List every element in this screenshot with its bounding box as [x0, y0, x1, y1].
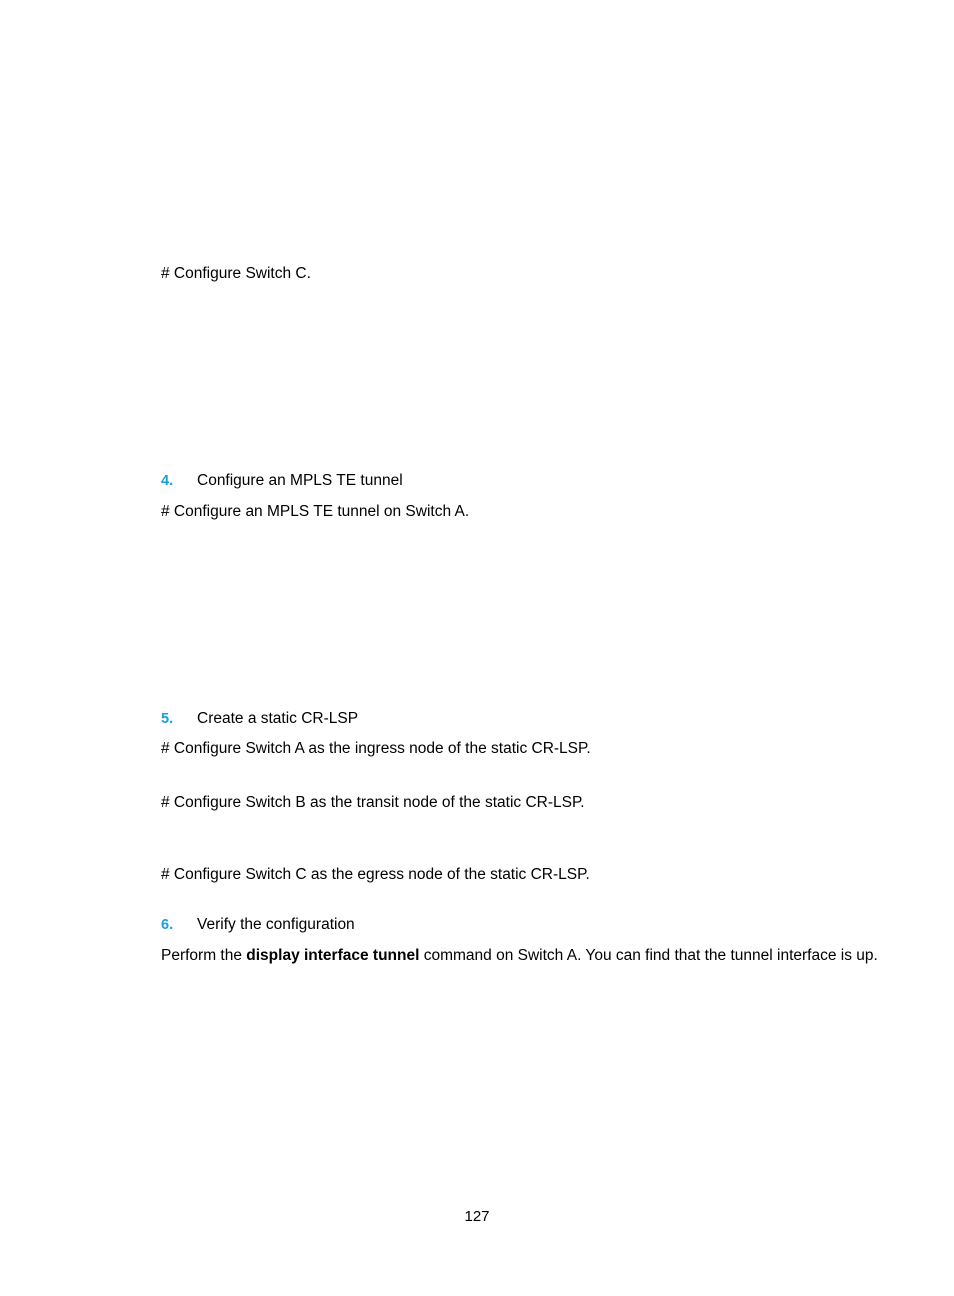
step-4-heading — [161, 471, 403, 491]
verify-paragraph — [161, 946, 878, 966]
page-number: 127 — [464, 1208, 490, 1225]
step-4-title: Configure an MPLS TE tunnel — [197, 472, 403, 489]
step-4-number: 4. — [161, 473, 174, 489]
verify-prefix: Perform the — [161, 947, 247, 964]
step-6-number: 6. — [161, 917, 174, 933]
step-5-heading — [161, 709, 358, 729]
configure-switch-c-text: # Configure Switch C. — [161, 265, 311, 282]
egress-switch-c-text: # Configure Switch C as the egress node of the static CR-LSP. — [161, 866, 590, 883]
configure-tunnel-switch-a-text: # Configure an MPLS TE tunnel on Switch A. — [161, 503, 470, 520]
step-6-heading — [161, 915, 355, 935]
transit-switch-b-text: # Configure Switch B as the transit node of the static CR-LSP. — [161, 794, 585, 811]
ingress-switch-a-text: # Configure Switch A as the ingress node of the static CR-LSP. — [161, 740, 591, 757]
verify-suffix: command on Switch A. You can find that the tunnel interface is up. — [419, 947, 878, 964]
verify-command: display interface tunnel — [246, 947, 420, 964]
step-5-number: 5. — [161, 711, 174, 727]
step-6-title: Verify the configuration — [197, 916, 355, 933]
step-5-title: Create a static CR-LSP — [197, 710, 359, 727]
